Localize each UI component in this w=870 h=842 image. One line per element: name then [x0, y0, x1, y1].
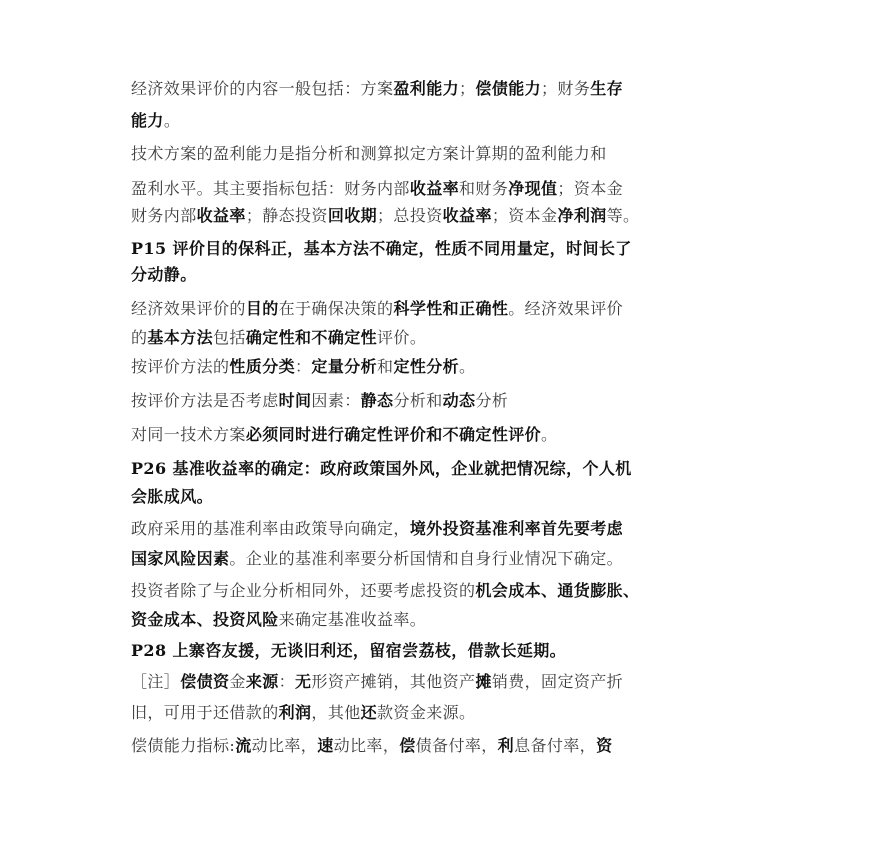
- text-run: 投资者除了与企业分析相同外，还要考虑投资的: [131, 581, 476, 600]
- text-run: ：: [295, 357, 312, 376]
- bold-text: 基本方法: [147, 328, 214, 347]
- text-run: 动比率，: [251, 736, 318, 755]
- text-run: 分析: [475, 391, 509, 410]
- bold-text: 境外投资基准利率首先要考虑: [409, 519, 624, 538]
- text-run: 来确定基准收益率。: [278, 610, 427, 629]
- text-run: 动比率，: [333, 736, 400, 755]
- bold-text: 确定性和不确定性: [245, 328, 378, 347]
- text-run: ：: [278, 672, 296, 691]
- bold-text: 净现值: [508, 179, 558, 198]
- text-run: 。经济效果评价: [508, 299, 624, 318]
- text-line: [131, 518, 623, 540]
- text-run: 财务内部: [131, 206, 197, 225]
- text-run: ；财务: [541, 79, 591, 98]
- bold-text: 流: [235, 736, 252, 755]
- bold-text: 摊: [475, 672, 492, 691]
- text-line: [131, 735, 612, 757]
- text-run: 债备付率，: [415, 736, 498, 755]
- bold-text: 动态: [442, 391, 476, 410]
- bold-text: 分动静。: [131, 265, 197, 284]
- bold-text: 回收期: [327, 206, 378, 225]
- text-line: [131, 424, 557, 446]
- text-run: 盈利水平。其主要指标包括：财务内部: [131, 179, 410, 198]
- bold-text: 还: [360, 703, 378, 722]
- text-line: [131, 390, 508, 412]
- text-line: [131, 486, 213, 508]
- text-run: ；总投资: [377, 206, 443, 225]
- bold-text: 偿债能力: [475, 79, 542, 98]
- text-run: 。企业的基准利率要分析国情和自身行业情况下确定。: [229, 549, 624, 568]
- text-run: 技术方案的盈利能力是指分析和测算拟定方案计算期的盈利能力和: [131, 144, 607, 163]
- text-line: [131, 205, 639, 227]
- text-line: [131, 298, 623, 320]
- bold-text: 资: [596, 736, 613, 755]
- bold-text: P15 评价目的保科正，基本方法不确定，性质不同用量定，时间长了: [131, 239, 632, 258]
- bold-text: 无: [295, 672, 312, 691]
- bold-text: 收益率: [409, 179, 460, 198]
- text-line: [131, 143, 607, 165]
- bold-text: 必须同时进行确定性评价和不确定性评价: [245, 425, 542, 444]
- bold-text: 会胀成风。: [131, 487, 214, 506]
- bold-text: 利润: [278, 703, 312, 722]
- bold-text: 偿: [399, 736, 416, 755]
- text-run: 按评价方法是否考虑: [131, 391, 279, 410]
- text-run: 包括: [213, 328, 246, 347]
- text-run: 款资金来源。: [377, 703, 476, 722]
- text-line: [131, 640, 566, 662]
- bold-text: 收益率: [442, 206, 492, 225]
- text-run: 等。: [606, 206, 640, 225]
- bold-text: 科学性和正确性: [393, 299, 509, 318]
- text-run: 按评价方法的: [131, 357, 230, 376]
- text-run: 形资产摊销，其他资产: [311, 672, 476, 691]
- text-run: 在于确保决策的: [278, 299, 394, 318]
- text-line: [131, 548, 623, 570]
- text-run: ，其他: [311, 703, 361, 722]
- text-line: [131, 78, 623, 100]
- bold-text: 机会成本、通货膨胀、: [475, 581, 640, 600]
- text-run: 因素：: [311, 391, 361, 410]
- text-run: 偿债能力指标:: [131, 736, 236, 755]
- text-line: [131, 702, 475, 724]
- bold-text: 静态: [360, 391, 394, 410]
- bold-text: 资金成本、投资风险: [131, 610, 279, 629]
- bold-text: P28 上寨咨友援，无谈旧利还，留宿尝荔枝，借款长延期。: [131, 641, 567, 660]
- bold-text: 目的: [245, 299, 279, 318]
- bold-text: 性质分类: [229, 357, 296, 376]
- text-line: [131, 609, 426, 631]
- text-run: 和财务: [459, 179, 509, 198]
- bold-text: 国家风险因素: [131, 549, 230, 568]
- text-run: 分析和: [393, 391, 443, 410]
- bold-text: 定性分析: [393, 357, 460, 376]
- text-run: ；静态投资: [245, 206, 328, 225]
- text-line: [131, 458, 632, 480]
- text-run: 。: [541, 425, 558, 444]
- text-run: 政府采用的基准利率由政策导向确定，: [131, 519, 410, 538]
- text-line: [131, 580, 639, 602]
- bold-text: 盈利能力: [393, 79, 460, 98]
- text-line: [131, 110, 180, 132]
- text-run: 旧，可用于还借款的: [131, 703, 279, 722]
- bold-text: 生存: [590, 79, 624, 98]
- text-line: [131, 178, 623, 200]
- text-run: 经济效果评价的: [131, 299, 246, 318]
- text-line: [131, 327, 426, 349]
- text-run: ；: [459, 79, 476, 98]
- text-line: [131, 238, 632, 260]
- text-run: 和: [377, 357, 394, 376]
- bold-text: 偿债资: [180, 672, 230, 691]
- text-line: [131, 671, 623, 693]
- text-run: ［注］: [131, 672, 181, 691]
- text-run: 。: [163, 111, 181, 130]
- text-run: 息备付率，: [514, 736, 597, 755]
- text-run: 的: [131, 328, 148, 347]
- bold-text: 来源: [245, 672, 279, 691]
- text-run: 对同一技术方案: [131, 425, 246, 444]
- bold-text: 能力: [131, 111, 164, 130]
- text-run: ；资本金: [491, 206, 558, 225]
- text-run: 销费，固定资产折: [491, 672, 624, 691]
- bold-text: 定量分析: [311, 357, 378, 376]
- text-run: 金: [229, 672, 246, 691]
- text-run: 评价。: [377, 328, 427, 347]
- bold-text: 净利润: [557, 206, 607, 225]
- bold-text: P26 基准收益率的确定：政府政策国外风，企业就把情况综，个人机: [131, 459, 632, 478]
- bold-text: 利: [497, 736, 515, 755]
- text-line: [131, 264, 197, 286]
- bold-text: 时间: [278, 391, 312, 410]
- text-run: 经济效果评价的内容一般包括：方案: [131, 79, 394, 98]
- bold-text: 速: [317, 736, 334, 755]
- text-run: ；资本金: [557, 179, 624, 198]
- bold-text: 收益率: [196, 206, 246, 225]
- text-run: 。: [459, 357, 476, 376]
- text-line: [131, 356, 475, 378]
